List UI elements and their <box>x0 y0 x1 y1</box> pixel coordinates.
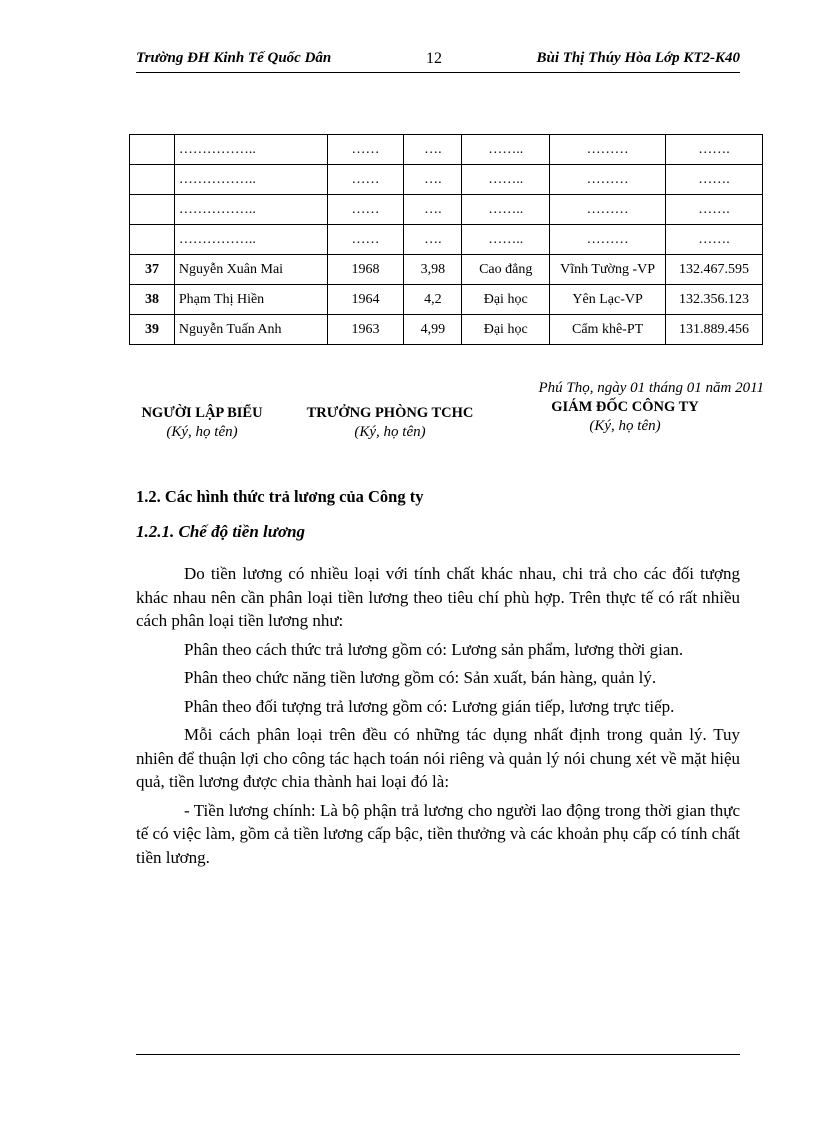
table-row <box>130 225 763 255</box>
paragraph: Phân theo cách thức trả lương gồm có: Lương sản phẩm, lương thời gian. <box>184 639 684 659</box>
paragraph: Mỗi cách phân loại trên đều có những tác dụng nhất định trong quản lý. Tuy nhiên để thuận lợi cho công tác hạch toán nói riêng và quản lý nói chung xét về mặt hiệu quả, tiền lương được chia thành hai loại đó là: <box>136 725 740 791</box>
body-text <box>136 562 740 874</box>
paragraph: - Tiền lương chính: Là bộ phận trả lương cho người lao động trong thời gian thực tế có việc làm, gồm cả tiền lương cấp bậc, tiền thưởng và các khoản phụ cấp có tính chất tiền lương. <box>136 800 740 867</box>
cell-no: 37 <box>130 255 175 285</box>
subsection-title: 1.2.1. Chế độ tiền lương <box>136 522 306 541</box>
signature-role: GIÁM ĐỐC CÔNG TY <box>551 399 699 415</box>
cell-coefficient: …. <box>404 195 462 225</box>
cell-name: …………….. <box>174 195 327 225</box>
cell-birth-year: …… <box>327 225 404 255</box>
paragraph: Phân theo chức năng tiền lương gồm có: Sản xuất, bán hàng, quản lý. <box>184 668 657 687</box>
cell-birth-year: …… <box>327 165 404 195</box>
staff-salary-table <box>129 134 763 345</box>
cell-education: Đại học <box>462 285 550 315</box>
cell-name: …………….. <box>174 165 327 195</box>
cell-coefficient: 4,99 <box>404 315 462 345</box>
cell-birth-year: 1964 <box>327 285 404 315</box>
table-row <box>130 165 763 195</box>
header-university: Trường ĐH Kinh Tế Quốc Dân <box>136 50 332 66</box>
cell-coefficient: 3,98 <box>404 255 462 285</box>
signature-hint: (Ký, họ tên) <box>166 424 238 440</box>
cell-name: Nguyễn Xuân Mai <box>174 255 327 285</box>
cell-no <box>130 225 175 255</box>
table-row <box>130 315 763 345</box>
cell-coefficient: …. <box>404 165 462 195</box>
cell-birth-year: 1968 <box>327 255 404 285</box>
cell-no <box>130 165 175 195</box>
cell-birth-year: 1963 <box>327 315 404 345</box>
cell-no: 39 <box>130 315 175 345</box>
signature-director <box>520 399 730 435</box>
cell-hometown: Vĩnh Tường -VP <box>550 255 666 285</box>
cell-salary: 132.467.595 <box>666 255 763 285</box>
signature-role: TRƯỞNG PHÒNG TCHC <box>306 405 474 421</box>
cell-hometown: ……… <box>550 195 666 225</box>
cell-salary: 132.356.123 <box>666 285 763 315</box>
cell-name: …………….. <box>174 135 327 165</box>
cell-salary: 131.889.456 <box>666 315 763 345</box>
cell-education: Đại học <box>462 315 550 345</box>
section-title: 1.2. Các hình thức trả lương của Công ty <box>136 487 424 506</box>
paragraph: Do tiền lương có nhiều loại với tính chất khác nhau, chi trả cho các đối tượng khác nhau nên cần phân loại tiền lương theo tiêu chí phù hợp. Trên thực tế có rất nhiều cách phân loại tiền lương như: <box>136 564 740 630</box>
cell-name: …………….. <box>174 225 327 255</box>
cell-coefficient: …. <box>404 135 462 165</box>
cell-no <box>130 135 175 165</box>
cell-hometown: ……… <box>550 135 666 165</box>
page-number: 12 <box>426 50 442 67</box>
cell-education: …….. <box>462 135 550 165</box>
signature-date: Phú Thọ, ngày 01 tháng 01 năm 2011 <box>538 380 764 396</box>
table-row <box>130 285 763 315</box>
cell-no: 38 <box>130 285 175 315</box>
cell-education: Cao đẳng <box>462 255 550 285</box>
cell-salary: ……. <box>666 195 763 225</box>
header-author: Bùi Thị Thúy Hòa Lớp KT2-K40 <box>536 50 740 66</box>
cell-coefficient: …. <box>404 225 462 255</box>
cell-name: Nguyễn Tuấn Anh <box>174 315 327 345</box>
cell-coefficient: 4,2 <box>404 285 462 315</box>
signature-preparer <box>128 405 276 441</box>
footer-rule <box>136 1054 740 1055</box>
cell-hometown: Yên Lạc-VP <box>550 285 666 315</box>
cell-hometown: Cẩm khê-PT <box>550 315 666 345</box>
cell-education: …….. <box>462 225 550 255</box>
cell-hometown: ……… <box>550 165 666 195</box>
cell-no <box>130 195 175 225</box>
table-row <box>130 135 763 165</box>
cell-hometown: ……… <box>550 225 666 255</box>
cell-salary: ……. <box>666 135 763 165</box>
cell-birth-year: …… <box>327 135 404 165</box>
cell-education: …….. <box>462 165 550 195</box>
table-row <box>130 195 763 225</box>
cell-name: Phạm Thị Hiền <box>174 285 327 315</box>
signature-hr-head <box>296 405 484 441</box>
cell-salary: ……. <box>666 165 763 195</box>
table-row <box>130 255 763 285</box>
signature-role: NGƯỜI LẬP BIỂU <box>141 405 263 421</box>
page-header <box>136 46 740 73</box>
signature-hint: (Ký, họ tên) <box>354 424 426 440</box>
signature-hint: (Ký, họ tên) <box>589 418 661 434</box>
cell-salary: ……. <box>666 225 763 255</box>
cell-education: …….. <box>462 195 550 225</box>
paragraph: Phân theo đối tượng trả lương gồm có: Lương gián tiếp, lương trực tiếp. <box>184 696 675 716</box>
cell-birth-year: …… <box>327 195 404 225</box>
